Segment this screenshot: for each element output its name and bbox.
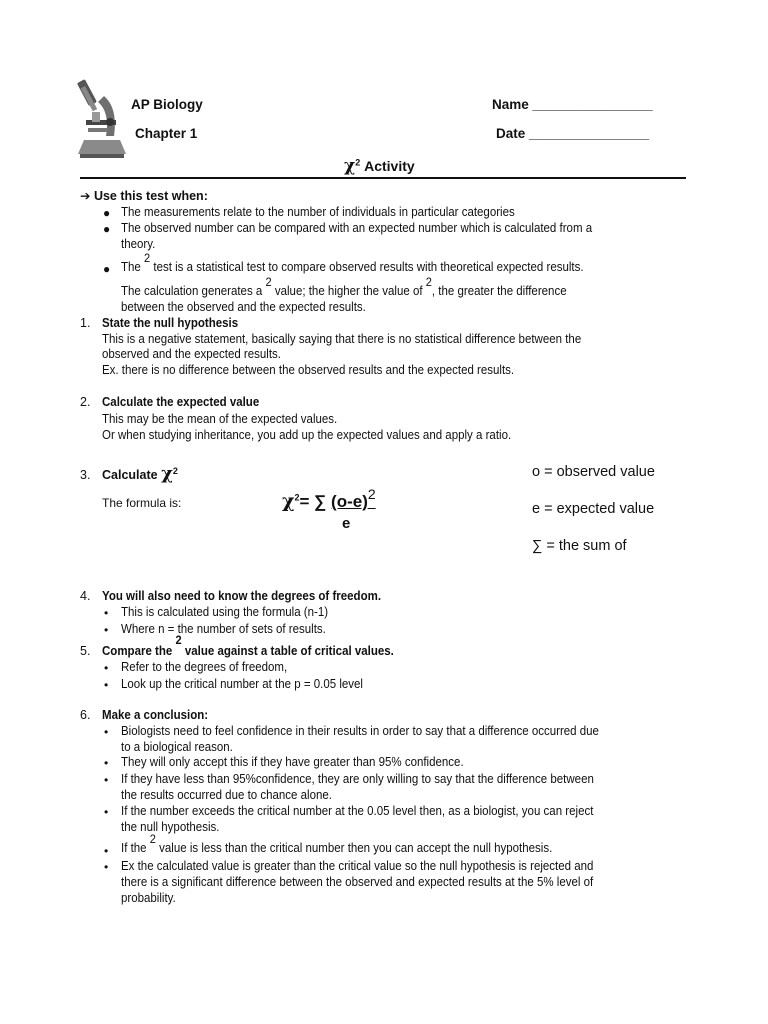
- page-title: [344, 156, 415, 176]
- step1-title: State the null hypothesis: [102, 316, 239, 330]
- step6-bullet-6-cont: there is a significant difference between the observed and expected results at the 5% level of: [121, 875, 594, 889]
- b5-sup: 2: [149, 832, 156, 846]
- step4-number: 4.: [80, 589, 91, 603]
- step5-bullet-1: Refer to the degrees of freedom,: [121, 660, 288, 674]
- step1-number: 1.: [80, 316, 91, 330]
- step3-number: 3.: [80, 468, 91, 482]
- intro-bullet-2: The observed number can be compared with an expected number which is calculated from a: [121, 221, 593, 235]
- bullet-dot: ●: [103, 262, 111, 276]
- bullet-dot: •: [104, 805, 109, 819]
- step5-title-post: value against a table of critical values.: [184, 644, 394, 658]
- formula-denominator: e: [342, 515, 351, 532]
- formula-chi: χ: [282, 490, 295, 512]
- step6-title: Make a conclusion:: [102, 708, 209, 722]
- bullet-dot: •: [104, 725, 109, 739]
- title-text: Activity: [364, 158, 415, 174]
- calc-post: , the greater the difference: [431, 284, 567, 298]
- step3-title: [102, 463, 178, 484]
- course-title: AP Biology: [131, 97, 203, 112]
- bullet-dot: •: [104, 773, 109, 787]
- step6-bullet-3-cont: the results occurred due to chance alone.: [121, 788, 332, 802]
- step3-chi: χ: [161, 463, 173, 484]
- numerator-sup: 2: [367, 486, 376, 502]
- step4-bullet-2: Where n = the number of sets of results.: [121, 622, 326, 636]
- step1-line-2: observed and the expected results.: [102, 347, 282, 361]
- chi-square-formula: [282, 486, 376, 512]
- step5-title-sup: 2: [175, 633, 182, 647]
- step4-bullet-1: This is calculated using the formula (n-1): [121, 605, 329, 619]
- formula-label: The formula is:: [102, 496, 182, 510]
- calc-sup: 2: [265, 275, 272, 289]
- intro-bullet-1: The measurements relate to the number of individuals in particular categories: [121, 205, 515, 219]
- calc-sup2: 2: [425, 275, 432, 289]
- name-field: Name ________________: [492, 97, 653, 112]
- step6-bullet-3: If they have less than 95%confidence, they are only willing to say that the difference between: [121, 772, 594, 786]
- legend-sum: ∑ = the sum of: [532, 538, 627, 554]
- step1-line-3: Ex. there is no difference between the observed results and the expected results.: [102, 363, 515, 377]
- bullet-dot: •: [104, 661, 109, 675]
- calc-line-2: between the observed and the expected results.: [121, 300, 366, 314]
- bullet-dot: •: [104, 860, 109, 874]
- step6-bullet-4-cont: the null hypothesis.: [121, 820, 220, 834]
- bullet-dot: •: [104, 756, 109, 770]
- step3-title-text: Calculate: [102, 468, 158, 482]
- b3-pre: The: [121, 260, 141, 274]
- formula-numerator: [331, 486, 376, 511]
- bullet-dot: •: [104, 606, 109, 620]
- step5-number: 5.: [80, 644, 91, 658]
- step2-line-2: Or when studying inheritance, you add up the expected values and apply a ratio.: [102, 428, 512, 442]
- step6-bullet-2: They will only accept this if they have greater than 95% confidence.: [121, 755, 464, 769]
- step2-number: 2.: [80, 395, 91, 409]
- legend-expected: e = expected value: [532, 501, 655, 517]
- bullet-dot: •: [104, 623, 109, 637]
- step3-sup: 2: [172, 465, 178, 476]
- bullet-dot: ●: [103, 222, 111, 236]
- formula-sup: 2: [294, 492, 300, 503]
- step5-title-pre: Compare the: [102, 644, 173, 658]
- b5-post: value is less than the critical number then you can accept the null hypothesis.: [159, 841, 553, 855]
- step6-bullet-1-cont: to a biological reason.: [121, 740, 233, 754]
- date-field: Date ________________: [496, 126, 650, 141]
- calc-mid: value; the higher the value of: [274, 284, 423, 298]
- step6-bullet-6: Ex the calculated value is greater than the critical value so the null hypothesis is rejected and: [121, 859, 594, 873]
- title-sup: 2: [355, 157, 361, 168]
- step6-bullet-1: Biologists need to feel confidence in their results in order to say that a difference occurred due: [121, 724, 599, 738]
- step6-number: 6.: [80, 708, 91, 722]
- step4-title: You will also need to know the degrees of freedom.: [102, 589, 382, 603]
- b5-pre: If the: [121, 841, 147, 855]
- step6-bullet-6-cont2: probability.: [121, 891, 176, 905]
- microscope-icon: [74, 78, 130, 162]
- numerator-text: (o-e): [331, 492, 368, 511]
- bullet-dot: •: [104, 844, 109, 858]
- b3-sup: 2: [144, 251, 151, 265]
- formula-sum: = ∑: [299, 492, 327, 511]
- bullet-dot: •: [104, 678, 109, 692]
- bullet-dot: ●: [103, 206, 111, 220]
- title-chi: χ: [344, 156, 356, 176]
- calc-line-1: [121, 275, 567, 300]
- step2-line-1: This may be the mean of the expected values.: [102, 412, 338, 426]
- title-divider: [80, 177, 686, 179]
- step5-title: [102, 633, 394, 660]
- legend-observed: o = observed value: [532, 464, 655, 480]
- chapter-label: Chapter 1: [135, 126, 198, 141]
- step2-title: Calculate the expected value: [102, 395, 260, 409]
- intro-bullet-2-cont: theory.: [121, 237, 156, 251]
- step6-bullet-5: [121, 832, 553, 857]
- b3-post: test is a statistical test to compare observed results with theoretical expected results.: [153, 260, 584, 274]
- step6-bullet-4: If the number exceeds the critical number at the 0.05 level then, as a biologist, you can reject: [121, 804, 594, 818]
- calc-pre: The calculation generates a: [121, 284, 263, 298]
- intro-bullet-3: [121, 251, 584, 276]
- step5-bullet-2: Look up the critical number at the p = 0.05 level: [121, 677, 363, 691]
- step1-line-1: This is a negative statement, basically saying that there is no statistical difference between the: [102, 332, 582, 346]
- intro-heading: ➔ Use this test when:: [80, 189, 208, 203]
